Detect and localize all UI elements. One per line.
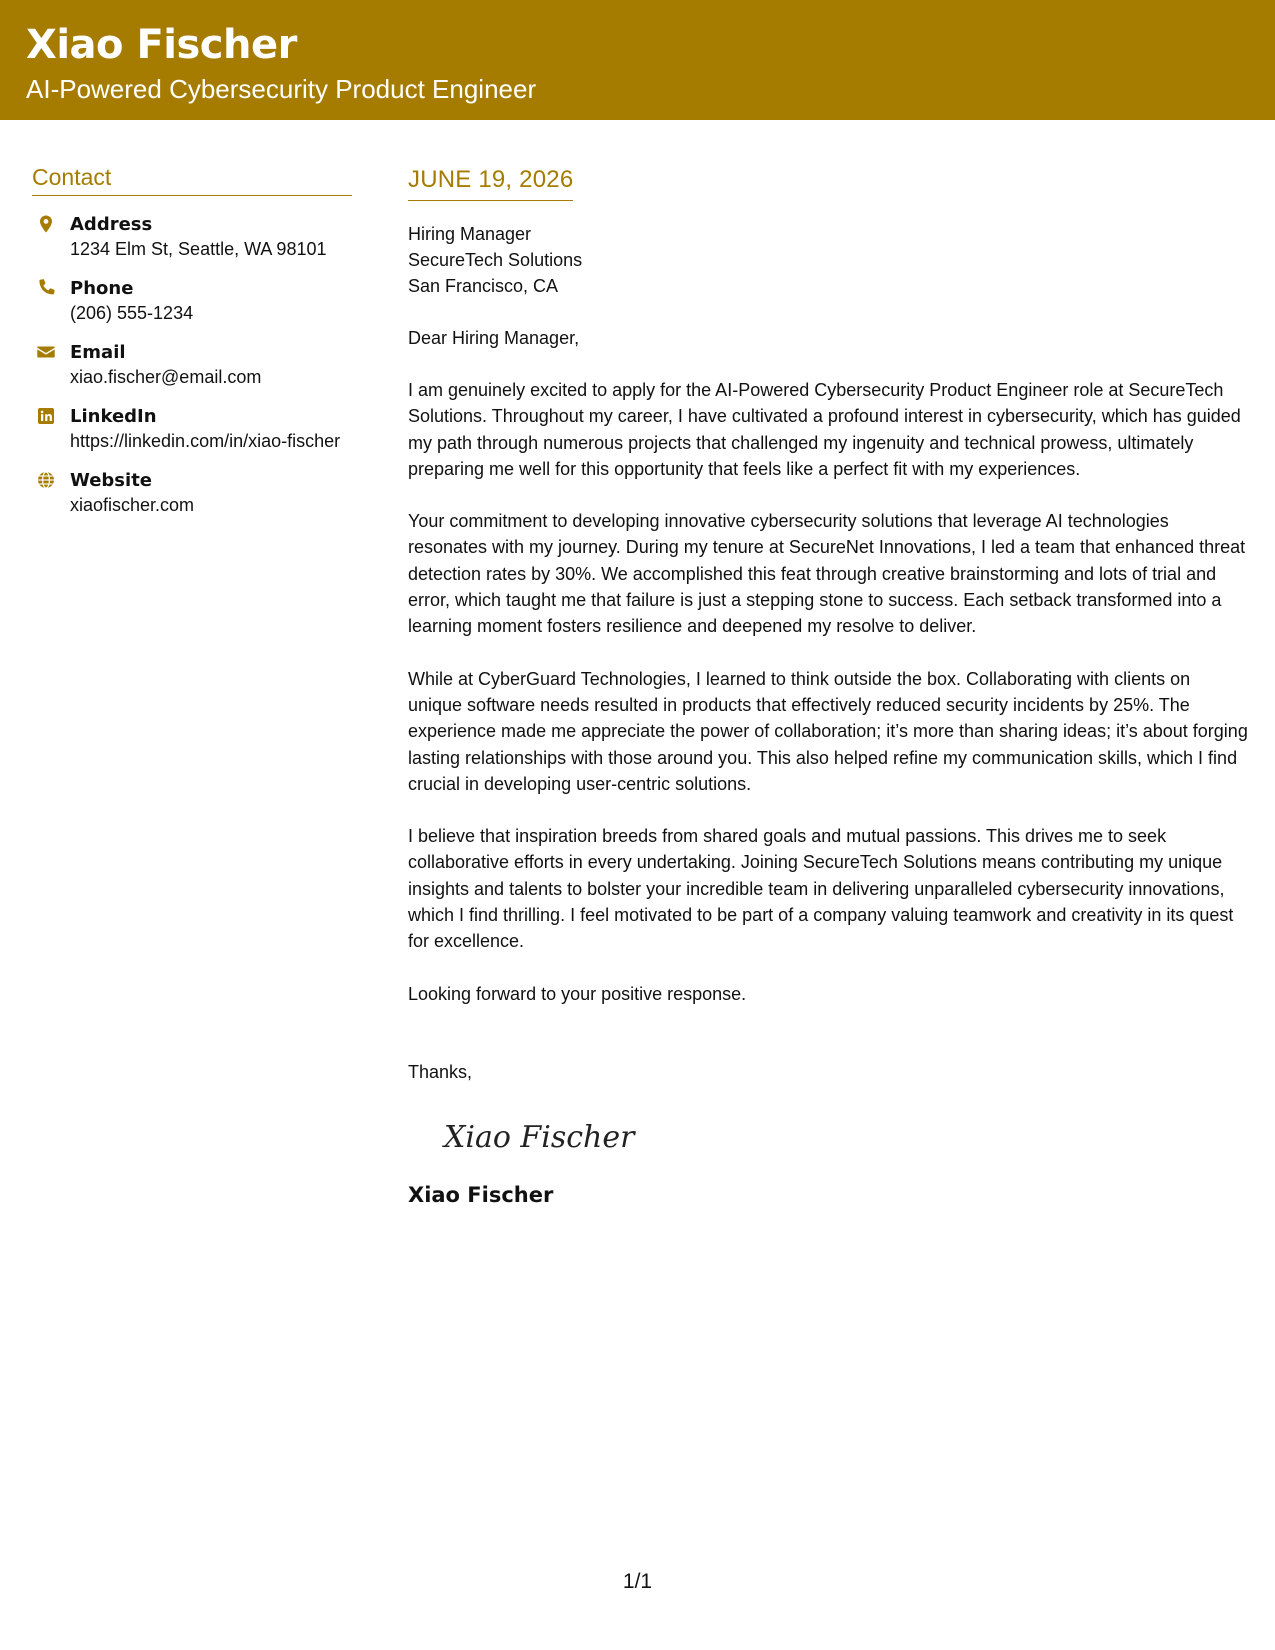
envelope-icon bbox=[36, 342, 56, 362]
recipient-title: Hiring Manager bbox=[408, 224, 532, 244]
contact-label: LinkedIn bbox=[70, 406, 157, 427]
phone-icon bbox=[36, 278, 56, 298]
contact-label: Website bbox=[70, 470, 153, 491]
contact-value: 1234 Elm St, Seattle, WA 98101 bbox=[70, 239, 327, 259]
page-number: 1/1 bbox=[622, 1570, 653, 1593]
contact-item-address bbox=[32, 212, 352, 262]
contact-section-title: Contact bbox=[32, 164, 352, 196]
contact-value[interactable]: xiaofischer.com bbox=[70, 495, 195, 515]
contact-value[interactable]: https://linkedin.com/in/xiao-fischer bbox=[70, 431, 341, 451]
letter-paragraph: I believe that inspiration breeds from shared goals and mutual passions. This drives me to seek collaborative efforts in every undertaking. Joining SecureTech Solutions means contributing my unique insights and talents to bolster your incredible team in delivering unparalleled cybersecurity innovations, which I find thrilling. I feel motivated to be part of a company valuing teamwork and creativity in its quest for excellence. bbox=[408, 826, 1234, 952]
letter-body bbox=[408, 166, 1248, 1207]
globe-icon bbox=[36, 470, 56, 490]
letter-date: JUNE 19, 2026 bbox=[408, 166, 573, 201]
recipient-block bbox=[408, 221, 1248, 299]
contact-item-phone bbox=[32, 276, 352, 326]
letter-signoff: Thanks, bbox=[408, 1061, 473, 1082]
contact-value: (206) 555-1234 bbox=[70, 303, 194, 323]
contact-item-website bbox=[32, 468, 352, 518]
letter-closing-line: Looking forward to your positive response. bbox=[408, 983, 747, 1004]
contact-value[interactable]: xiao.fischer@email.com bbox=[70, 367, 262, 387]
linkedin-icon bbox=[36, 406, 56, 426]
contact-label: Email bbox=[70, 342, 126, 363]
applicant-role: AI-Powered Cybersecurity Product Engineer bbox=[26, 74, 537, 104]
recipient-location: San Francisco, CA bbox=[408, 276, 559, 296]
header-banner bbox=[0, 0, 1275, 120]
letter-paragraph: Your commitment to developing innovative cybersecurity solutions that leverage AI technologies resonates with my journey. During my tenure at SecureNet Innovations, I led a team that enhanced threat detection rates by 30%. We accomplished this feat through creative brainstorming and lots of trial and error, which taught me that failure is just a stepping stone to success. Each setback transformed into a learning moment fosters resilience and deepened my resolve to deliver. bbox=[408, 511, 1246, 637]
map-pin-icon bbox=[36, 214, 56, 234]
letter-paragraph: I am genuinely excited to apply for the AI-Powered Cybersecurity Product Engineer role at SecureTech Solutions. Throughout my career, I have cultivated a profound interest in cybersecurity, which has guided my path through numerous projects that challenged my ingenuity and technical prowess, ultimately preparing me well for this opportunity that feels like a perfect fit with my experiences. bbox=[408, 380, 1241, 479]
contact-item-linkedin bbox=[32, 404, 352, 454]
recipient-company: SecureTech Solutions bbox=[408, 250, 583, 270]
contact-sidebar bbox=[32, 164, 352, 532]
contact-label: Address bbox=[70, 214, 153, 235]
contact-label: Phone bbox=[70, 278, 134, 299]
letter-greeting: Dear Hiring Manager, bbox=[408, 328, 580, 348]
signature-text: Xiao Fischer bbox=[444, 1119, 635, 1155]
letter-paragraph: While at CyberGuard Technologies, I learned to think outside the box. Collaborating with clients on unique software needs resulted in products that effectively reduced security incidents by 25%. The experience made me appreciate the power of collaboration; it’s more than sharing ideas; it’s about forging lasting relationships with those around you. This also helped refine my communication skills, which I find crucial in developing user-centric solutions. bbox=[408, 668, 1248, 794]
applicant-name: Xiao Fischer bbox=[26, 22, 297, 68]
contact-item-email bbox=[32, 340, 352, 390]
handwritten-signature bbox=[442, 1111, 642, 1161]
signer-name: Xiao Fischer bbox=[408, 1182, 554, 1207]
